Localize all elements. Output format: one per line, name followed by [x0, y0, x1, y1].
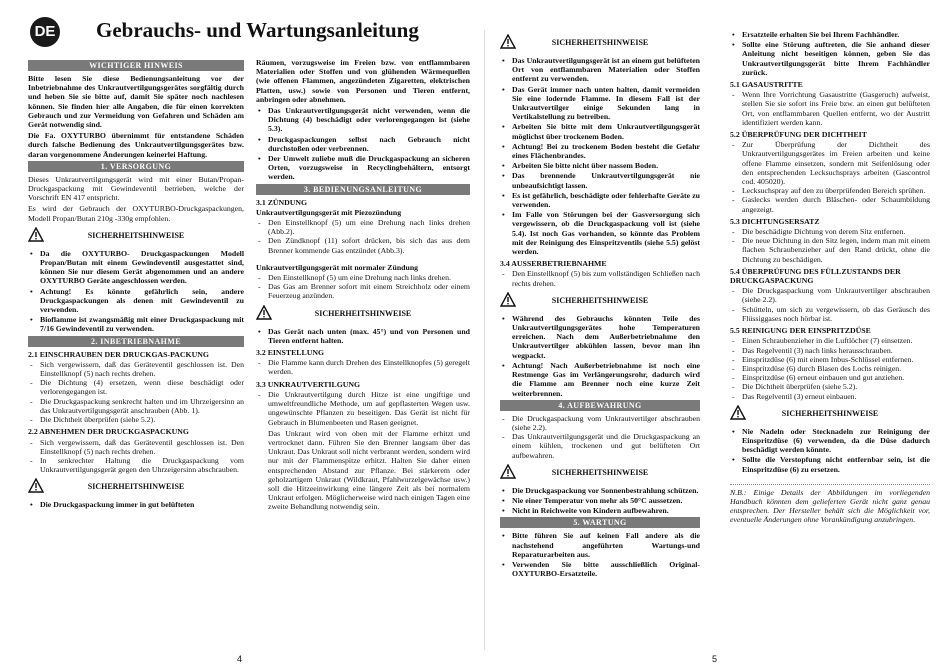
list-5-5	[730, 336, 930, 400]
heading-2-2: 2.2 ABNEHMEN DER DRUCKGASPACKUNG	[28, 427, 189, 437]
bullets-shutdown	[500, 314, 700, 398]
list-item: - Den Einstellknopf (5) bis zum vollständigen Schließen nach rechts drehen.	[500, 269, 700, 287]
bullets-end	[28, 500, 244, 509]
list-item: • Das Unkrautvertilgungsgerät nicht verwenden, wenn die Dichtung (4) beschädigt oder verlorengegangen ist (siehe 5.3).	[256, 106, 470, 134]
disclaimer-note: N.B.: Einige Details der Abbildungen im vorliegenden Handbuch könnten dem gelieferten Gerät nicht ganz genau entsprechen. Der Hersteller behält sich die Möglichkeit vor, eventuelle Änderungen ohne Vorankündigung anzubringen.	[730, 484, 930, 525]
list-item: - Den Einstellknopf (5) um eine Drehung nach links drehen.	[256, 273, 470, 282]
page-number-left: 4	[237, 654, 243, 664]
list-item: • Achtung! Bei zu trockenem Boden besteht die Gefahr eines Flächenbrandes.	[500, 142, 700, 160]
list-5-2	[730, 140, 930, 214]
banner-supply: 1. VERSORGUNG	[28, 161, 244, 172]
safety-warning-header	[256, 304, 470, 324]
liability-text: Die Fa. OXYTURBO übernimmt für entstandene Schäden durch falsche Bedienung des Unkrautvertilgungsgerätes bzw. daran vorgenommene Änderungen keinerlei Haftung.	[28, 131, 244, 159]
safety-warning-header	[28, 226, 244, 246]
bullets-usage	[500, 56, 700, 256]
column-2	[256, 58, 470, 514]
list-item: - Schütteln, um sich zu vergewissern, ob das Geräusch des Flüssiggases noch hörbar ist.	[730, 305, 930, 323]
list-item: - Lecksuchspray auf den zu überprüfenden Bereich sprühen.	[730, 186, 930, 195]
list-item: - Zur Überprüfung der Dichtheit des Unkrautvertilgungsgerätes im Freien arbeiten und keine offene Flamme einsetzen, sondern mit Seifenlösung oder den entsprechenden Lecksuchsprays arbeiten (Gascontrol cod. 405020).	[730, 140, 930, 186]
list-3-4	[500, 269, 700, 287]
list-item: - Das Unkrautvertilgungsgerät und die Druckgaspackung an einem kühlen, trockenen und gut belüfteten Ort aufbewahren.	[500, 432, 700, 460]
list-item: • Verwenden Sie bitte ausschließlich Original-OXYTURBO-Ersatzteile.	[500, 560, 700, 578]
list-item: • Die Druckgaspackung immer in gut belüfteten	[28, 500, 244, 509]
safety-warning-label: SICHERHEITSHINWEISE	[551, 38, 649, 47]
supply-bullets	[28, 249, 244, 334]
safety-warning-label: SICHERHEITSHINWEISE	[781, 408, 879, 418]
list-item: - Wenn Ihre Vorrichtung Gasaustritte (Gasgeruch) aufweist, stellen Sie sie sofort ins Freie bzw. an einen gut belüfteten Ort, von entflammbaren Quellen entfernt, wo der Austritt identifiziert werden kann.	[730, 90, 930, 127]
safety-warning-label: SICHERHEITSHINWEISE	[551, 467, 649, 477]
list-item: • Achtung! Nach Außerbetriebnahme ist noch eine Restmenge Gas im Verlängerungsrohr, dadurch wird die Flamme am Brenner noch eine kurze Zeit weiterbrennen.	[500, 361, 700, 398]
heading-5-3: 5.3 DICHTUNGSERSATZ	[730, 216, 820, 226]
heading-3-1: 3.1 ZÜNDUNG	[256, 197, 308, 207]
page-gutter	[484, 30, 485, 650]
list-item: - Die beschädigte Dichtung von derem Sitz entfernen.	[730, 227, 930, 236]
safety-warning-label: SICHERHEITSHINWEISE	[314, 308, 412, 318]
list-2-2	[28, 438, 244, 475]
list-4	[500, 414, 700, 460]
important-note-text: Bitte lesen Sie diese Bedienungsanleitung vor der Inbetriebnahme des Unkrautvertilgungsgerätes sorgfältig durch und heben Sie sie bitte auf, damit Sie später noch nachlesen können. Sie finden hier alle Angaben, die für einen korrekten Gebrauch und zur Vermeidung von Gefahren und Schäden am Gerät notwendig sind.	[28, 74, 244, 130]
supply-text-2: Es wird der Gebrauch der OXYTURBO-Druckgaspackungen, Modell Propan/Butan 210g -330g empfohlen.	[28, 204, 244, 223]
column-1	[28, 58, 244, 512]
heading-3-4: 3.4 AUSSERBETRIEBNAHME	[500, 259, 607, 269]
list-item: - Die Dichtheit überprüfen (siehe 5.2).	[730, 382, 930, 391]
heading-2-1: 2.1 EINSCHRAUBEN DER DRUCKGAS-PACKUNG	[28, 349, 209, 359]
list-item: • Ersatzteile erhalten Sie bei Ihrem Fachhändler.	[730, 30, 930, 39]
list-item: • Der Umwelt zuliebe muß die Druckgaspackung an sicheren Orten, vorzugsweise in Recyclingbehältern, entsorgt werden.	[256, 154, 470, 182]
heading-3-2: 3.2 EINSTELLUNG	[256, 348, 325, 358]
heading-3-3: 3.3 UNKRAUTVERTILGUNG	[256, 379, 361, 389]
list-item: - Die Druckgaspackung vom Unkrautvertilger abschrauben (siehe 2.2).	[500, 414, 700, 432]
list-item: - Das Gas am Brenner sofort mit einem Streichholz oder einem Feuerzeug anzünden.	[256, 282, 470, 300]
subheading-normal: Unkrautvertilgungsgerät mit normaler Zündung	[256, 262, 419, 272]
supply-text: Dieses Unkrautvertilgungsgerät wird mit einer Butan/Propan- Druckgaspackung mit Gewindeventil betrieben, welche der Vorschrift EN 417 entspricht.	[28, 174, 244, 203]
safety-warning-header	[730, 404, 930, 424]
language-badge: DE	[30, 17, 60, 47]
safety-warning-header	[500, 291, 700, 311]
list-item: • Im Falle von Störungen bei der Gasversorgung sich vergewissern, ob die Druckgaspackung voll ist (siehe 5.4). Ist noch Gas vorhanden, so könnte das Problem mit der Reinigung des Einspritzventils (siehe 5.5) gelöst werden.	[500, 210, 700, 256]
list-item: • Das brennende Unkrautvertilgungsgerät nie unbeaufsichtigt lassen.	[500, 171, 700, 189]
list-item: • Achtung! Es könnte gefährlich sein, andere Druckgaspackungen als denen mit Gewindeventil zu verwenden.	[28, 287, 244, 315]
list-3-1-normal	[256, 273, 470, 301]
list-3-1	[256, 218, 470, 255]
document-title: Gebrauchs- und Wartungsanleitung	[96, 18, 419, 42]
list-item: - Das Regelventil (3) erneut einbauen.	[730, 392, 930, 401]
list-item: - Sich vergewissern, daß das Geräteventil geschlossen ist. Den Einstellknopf (5) nach rechts drehen.	[28, 360, 244, 378]
list-3-3	[256, 390, 470, 427]
list-item: - Die Unkrautvertilgung durch Hitze ist eine ungiftige und umweltfreundliche Methode, um auf gepflasterten Wegen usw. ungewünschte Pflanzen zu beseitigen. Das Gerät ist nicht für Gebrauch in Blumenbeeten und Rasen geeignet.	[256, 390, 470, 427]
bullets-maintenance	[500, 531, 700, 578]
banner-instructions: 3. BEDIENUNGSANLEITUNG	[256, 184, 470, 195]
safety-warning-label: SICHERHEITSHINWEISE	[551, 295, 649, 305]
list-item: - Den Zündknopf (11) sofort drücken, bis sich das aus dem Brenner kommende Gas entzündet (Abb.3).	[256, 236, 470, 254]
list-item: • Arbeiten Sie bitte nicht über nassem Boden.	[500, 161, 700, 170]
heading-5-4: 5.4 ÜBERPRÜFUNG DES FÜLLZUSTANDS DER DRUCKGASPACKUNG	[730, 266, 901, 286]
list-item: - Das Regelventil (3) nach links herausschrauben.	[730, 346, 930, 355]
page-number-right: 5	[712, 654, 718, 664]
header	[30, 14, 470, 50]
safety-warning-label: SICHERHEITSHINWEISE	[87, 482, 185, 492]
column-3	[500, 30, 700, 580]
list-item: • Sollte eine Störung auftreten, die Sie anhand dieser Anleitung nicht beseitigen können, geben Sie das Unkrautvertilgungsgerät bitte Ihrem Fachhändler zurück.	[730, 40, 930, 77]
list-item: - Einspritzdüse (6) durch Blasen des Lochs reinigen.	[730, 364, 930, 373]
list-item: - Die Dichtung (4) ersetzen, wenn diese beschädigt oder verlorengegangen ist.	[28, 378, 244, 396]
list-3-2	[256, 358, 470, 376]
list-5-1	[730, 90, 930, 127]
list-item: - Die Druckgaspackung vom Unkrautvertilger abschrauben (siehe 2.2).	[730, 286, 930, 304]
list-item: • Das Unkrautvertilgungsgerät ist an einem gut belüfteten Ort von entflammbaren Materialien oder Stoffen entfernt zu verwenden.	[500, 56, 700, 84]
list-item: • Nicht in Reichweite von Kindern aufbewahren.	[500, 506, 700, 515]
list-item: • Da die OXYTURBO- Druckgaspackungen Modell Propan/Butan mit einem Gewindeventil ausgestattet sind, können Sie nur diesem Gerät abgenommen und an andere OXYTURBO Geräte angeschlossen werden.	[28, 249, 244, 286]
weeding-text: Das Unkraut wird von oben mit der Flamme erhitzt und vertrocknet dann. Führen Sie den Brenner langsam über das Unkraut. Das Unkraut soll nicht verbrannt werden, sondern wird nur mit der Flammenspitze erhitzt. Halten Sie daher einen entsprechenden Abstand zur Pflanze. Bei stärkerem oder geholzartigem Unkraut (Wildkraut, Pfahlwurzelgewächse usw.) soll die Hitzeeinwirkung eine längere Zeit als bei normalem Unkraut erfolgen. Möglicherweise wird nach einigen Tagen eine zweite Behandlung notwendig sein.	[268, 428, 470, 512]
list-item: - Den Einstellknopf (5) um eine Drehung nach links drehen (Abb.2).	[256, 218, 470, 236]
heading-5-1: 5.1 GASAUSTRITTE	[730, 80, 803, 90]
list-item: - Die neue Dichtung in den Sitz legen, indem man mit einem flachen Schraubenzieher auf den Rand drückt, ohne die Dichtung zu beschädigen.	[730, 236, 930, 264]
list-item: • Bioflamme ist zwangsmäßig mit einer Druckgaspackung mit 7/16 Gewindeventil zu verwenden.	[28, 315, 244, 333]
banner-maintenance: 5. WARTUNG	[500, 517, 700, 528]
list-item: • Nie Nadeln oder Stecknadeln zur Reinigung der Einspritzdüse (6) verwenden, da die Düse dadurch beschädigt werden könnte.	[730, 427, 930, 455]
safety-warning-label: SICHERHEITSHINWEISE	[87, 230, 185, 240]
list-item: • Das Gerät immer nach unten halten, damit vermeiden Sie eine lodernde Flamme. In diesem Fall ist der Unkrautvertilger einige Sekunden lang in Vertikalstellung zu betreiben.	[500, 85, 700, 122]
list-item: • Sollte die Verstopfung nicht entfernbar sein, ist die Einspritzdüse (6) zu ersetzen.	[730, 455, 930, 473]
list-item: • Arbeiten Sie bitte mit dem Unkrautvertilgungsgerät möglichst über trockenem Boden.	[500, 122, 700, 140]
column-4	[730, 30, 930, 527]
safety-warning-header	[28, 477, 244, 497]
banner-important-note: WICHTIGER HINWEIS	[28, 60, 244, 71]
list-item: - Einspritzdüse (6) erneut einbauen und gut anziehen.	[730, 373, 930, 382]
list-2-1	[28, 360, 244, 424]
list-5-3	[730, 227, 930, 264]
safety-warning-header	[500, 463, 700, 483]
subheading-piezo: Unkrautvertilgungsgerät mit Piezozündung	[256, 207, 402, 217]
list-item: - In senkrechter Haltung die Druckgaspackung vom Unkrautvertilgungsgerät gegen den Uhrzeigersinn abschrauben.	[28, 456, 244, 474]
list-item: • Während des Gebrauchs könnten Teile des Unkrautvertilgungsgerätes hohe Temperaturen erreichen. Nach dem Außerbetriebnahme den Unkrautvertilger abkühlen lassen, bevor man ihn wegpackt.	[500, 314, 700, 360]
bullets-storage	[500, 486, 700, 516]
banner-storage: 4. AUFBEWAHRUNG	[500, 400, 700, 411]
continued-text: Räumen, vorzugsweise im Freien bzw. von entflammbaren Materialien oder Stoffen und von glühenden Wärmequellen (wie offenen Flammen, angezündeten Zigaretten, elektrischen Platten, usw.) sowie von Personen und Tieren entfernt, anbringen oder abnehmen.	[256, 58, 470, 104]
list-item: - Die Flamme kann durch Drehen des Einstellknopfes (5) geregelt werden.	[256, 358, 470, 376]
list-item: - Einen Schraubenzieher in die Luftlöcher (7) einsetzen.	[730, 336, 930, 345]
bullets-ignition	[256, 327, 470, 345]
list-item: • Es ist gefährlich, beschädigte oder fehlerhafte Geräte zu verwenden.	[500, 191, 700, 209]
banner-startup: 2. INBETRIEBNAHME	[28, 336, 244, 347]
list-item: • Die Druckgaspackung vor Sonnenbestrahlung schützen.	[500, 486, 700, 495]
bullets-gas	[256, 106, 470, 182]
list-item: - Gaslecks werden durch Bläschen- oder Schaumbildung angezeigt.	[730, 195, 930, 213]
heading-5-2: 5.2 ÜBERPRÜFUNG DER DICHTHEIT	[730, 130, 867, 140]
list-item: • Nie einer Temperatur von mehr als 50°C aussetzen.	[500, 496, 700, 505]
list-item: - Die Druckgaspackung senkrecht halten und im Uhrzeigersinn an das Unkrautvertilgungsgerät anschrauben (Abb. 1).	[28, 397, 244, 415]
list-item: • Bitte führen Sie auf keinen Fall andere als die nachstehend angeführten Wartungs-und Reparaturarbeiten aus.	[500, 531, 700, 559]
bullets-spare-parts	[730, 30, 930, 77]
bullets-nozzle	[730, 427, 930, 474]
list-item: • Das Gerät nach unten (max. 45°) und von Personen und Tieren entfernt halten.	[256, 327, 470, 345]
list-item: • Druckgaspackungen selbst nach Gebrauch nicht durchstoßen oder verbrennen.	[256, 135, 470, 153]
list-item: - Einspritzdüse (6) mit einem Inbus-Schlüssel entfernen.	[730, 355, 930, 364]
heading-5-5: 5.5 REINIGUNG DER EINSPRITZDÜSE	[730, 326, 871, 336]
list-5-4	[730, 286, 930, 323]
list-item: - Die Dichtheit überprüfen (siehe 5.2).	[28, 415, 244, 424]
safety-warning-header	[500, 33, 700, 53]
list-item: - Sich vergewissern, daß das Geräteventil geschlossen ist. Den Einstellknopf (5) nach rechts drehen.	[28, 438, 244, 456]
